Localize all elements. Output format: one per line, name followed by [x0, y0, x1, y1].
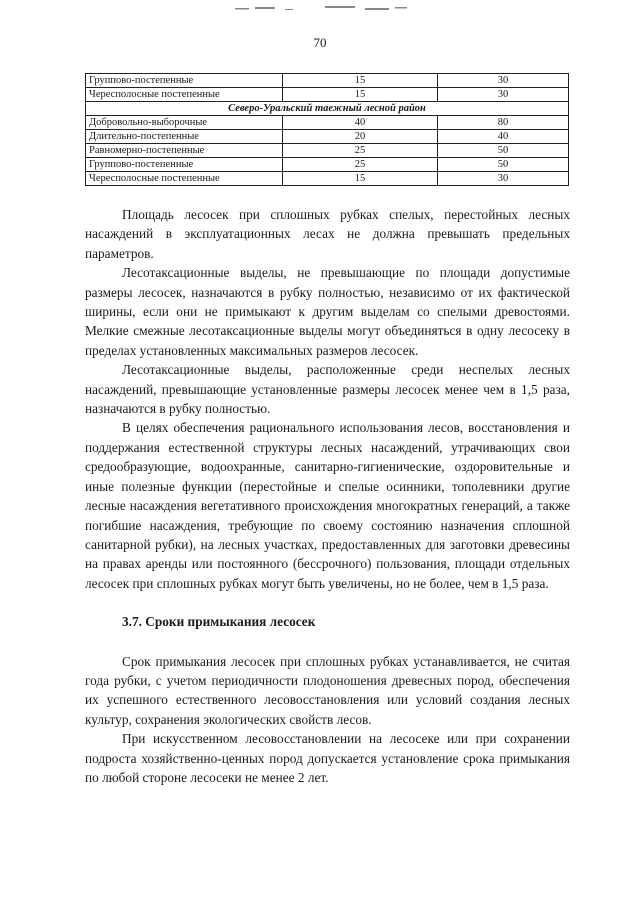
cutting-type-cell: Группово-постепенные	[86, 158, 283, 172]
value-cell-1: 20	[283, 130, 438, 144]
table-region-row	[86, 102, 569, 116]
paragraph-group-1	[85, 205, 570, 593]
table-row	[86, 172, 569, 186]
paragraph: Лесотаксационные выделы, расположенные среди неспелых лесных насаждений, превышающие установленные размеры лесосек менее чем в 1,5 раза, назначаются в рубку полностью.	[85, 362, 570, 417]
paragraph: Срок примыкания лесосек при сплошных рубках устанавливается, не считая года рубки, с учетом периодичности плодоношения древесных пород, обеспечения их успешного естественного лесовосстановления или условий создания лесных культур, сохранения экологических свойств лесов.	[85, 653, 570, 727]
region-heading: Северо-Уральский таежный лесной район	[86, 102, 569, 116]
paragraph: Лесотаксационные выделы, не превышающие по площади допустимые размеры лесосек, назначаются в рубку полностью, независимо от их фактической ширины, если они не примыкают к другим выделам со спелыми древостоями. Мелкие смежные лесотаксационные выделы могут объединяться в одну лесосеку в пределах установленных максимальных размеров лесосек.	[85, 265, 570, 358]
document-body	[85, 205, 570, 787]
table-row	[86, 88, 569, 102]
value-cell-1: 15	[283, 74, 438, 88]
value-cell-2: 40	[438, 130, 569, 144]
value-cell-2: 50	[438, 158, 569, 172]
value-cell-1: 40	[283, 116, 438, 130]
table-row	[86, 158, 569, 172]
cutting-type-cell: Добровольно-выборочные	[86, 116, 283, 130]
cutting-type-cell: Чересполосные постепенные	[86, 88, 283, 102]
paragraph: При искусственном лесовосстановлении на лесосеке или при сохранении подроста хозяйственно-ценных пород допускается установление срока примыкания по любой стороне лесосеки не менее 2 лет.	[85, 731, 570, 785]
cutting-type-cell: Группово-постепенные	[86, 74, 283, 88]
paragraph-group-2	[85, 652, 570, 788]
cutting-type-cell: Чересполосные постепенные	[86, 172, 283, 186]
value-cell-2: 80	[438, 116, 569, 130]
value-cell-1: 25	[283, 144, 438, 158]
page-number: 70	[313, 35, 327, 50]
paragraph: Площадь лесосек при сплошных рубках спелых, перестойных лесных насаждений в эксплуатационных лесах не должна превышать предельных параметров.	[85, 207, 570, 261]
table-row	[86, 144, 569, 158]
value-cell-2: 30	[438, 74, 569, 88]
section-heading: 3.7. Сроки примыкания лесосек	[122, 614, 316, 630]
value-cell-2: 30	[438, 88, 569, 102]
cutting-norms-table	[85, 73, 569, 186]
scan-noise	[225, 2, 445, 16]
value-cell-1: 15	[283, 88, 438, 102]
cutting-type-cell: Длительно-постепенные	[86, 130, 283, 144]
cutting-type-cell: Равномерно-постепенные	[86, 144, 283, 158]
paragraph: В целях обеспечения рационального использования лесов, восстановления и поддержания естественной структуры лесных насаждений, утрачивающих свои средообразующие, водоохранные, санитарно-гигиенические, оздоровительные и иные полезные функции (перестойные и спелые осинники, тополевники другие лесные насаждения вегетативного происхождения многократных генераций, а также погибшие насаждения, требующие по своему состоянию назначения сплошной санитарной рубки), на лесных участках, предоставленных для заготовки древесины на правах аренды или постоянного (бессрочного) пользования, площади отдельных лесосек при сплошных рубках могут быть увеличены, но не более, чем в 1,5 раза.	[85, 420, 570, 591]
value-cell-1: 25	[283, 158, 438, 172]
value-cell-1: 15	[283, 172, 438, 186]
table-row	[86, 74, 569, 88]
table-row	[86, 130, 569, 144]
table-row	[86, 116, 569, 130]
value-cell-2: 50	[438, 144, 569, 158]
value-cell-2: 30	[438, 172, 569, 186]
